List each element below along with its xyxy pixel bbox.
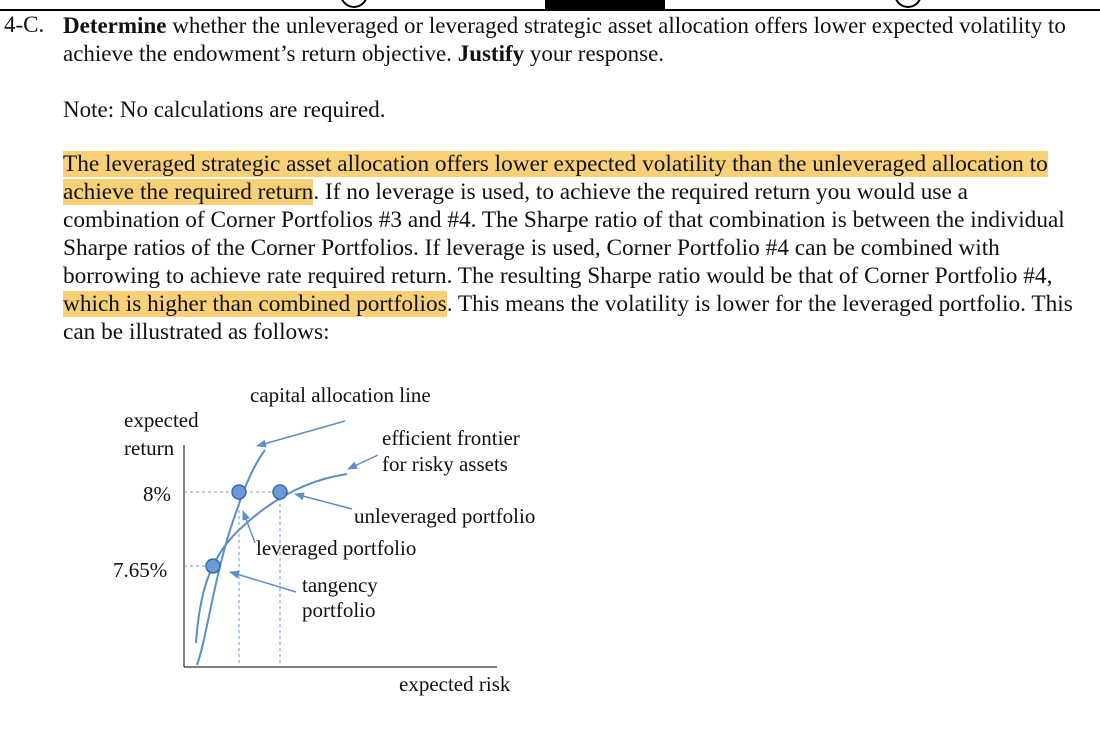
tangency-portfolio-point — [206, 559, 220, 573]
arrow-unleveraged — [295, 494, 352, 509]
x-axis-label: expected risk — [399, 672, 511, 696]
label-efficient-frontier-line1: efficient frontier — [382, 426, 520, 450]
label-leveraged-portfolio: leveraged portfolio — [256, 536, 417, 560]
risk-return-diagram — [0, 370, 620, 700]
label-efficient-frontier-line2: for risky assets — [382, 452, 508, 476]
question-body: whether the unleveraged or leveraged strategic asset allocation offers lower expected volatility to achieve the endowment’s return objective. — [63, 13, 1066, 66]
arrow-leveraged — [243, 511, 255, 543]
answer-paragraph — [63, 150, 1088, 346]
question-number: 4-C. — [4, 12, 45, 37]
top-letter-fragment-right — [894, 0, 922, 8]
question-tail: your response. — [524, 41, 665, 66]
y-axis-label-line2: return — [124, 436, 175, 460]
question-lead-word: Determine — [63, 13, 167, 38]
leveraged-portfolio-point — [232, 485, 246, 499]
question-justify-word: Justify — [457, 41, 525, 66]
arrow-frontier — [348, 455, 378, 469]
arrow-tangency — [230, 572, 296, 592]
arrow-cal — [257, 421, 345, 446]
question-text — [63, 12, 1083, 68]
label-tangency-line1: tangency — [302, 573, 378, 597]
answer-highlight-2: which is higher than combined portfolios — [63, 291, 447, 317]
capital-allocation-line — [197, 450, 265, 665]
label-capital-allocation-line: capital allocation line — [250, 383, 431, 407]
y-axis-label-line1: expected — [124, 408, 199, 432]
answer-text-2: . This means the volatility is lower for the leveraged portfolio. This can be illustrated as follows: — [63, 291, 1073, 345]
top-black-block — [545, 0, 665, 10]
tick-765pct: 7.65% — [113, 558, 168, 582]
top-letter-fragment-left — [340, 0, 368, 8]
label-unleveraged-portfolio: unleveraged portfolio — [354, 504, 536, 528]
label-tangency-line2: portfolio — [302, 598, 376, 622]
answer-highlight-1: The leveraged strategic asset allocation offers lower expected volatility than the unleveraged allocation to achieve the required return — [63, 151, 1048, 205]
tick-8pct: 8% — [143, 482, 171, 506]
note-text: Note: No calculations are required. — [63, 97, 386, 122]
answer-text-1: . If no leverage is used, to achieve the required return you would use a combination of Corner Portfolios #3 and #4. The Sharpe ratio of that combination is between the individual Sharpe ratios of the Corner Portfolios. If leverage is used, Corner Portfolio #4 can be combined with borrowing to achieve rate required return. The resulting Sharpe ratio would be that of Corner Portfolio #4, — [63, 179, 1065, 289]
unleveraged-portfolio-point — [273, 485, 287, 499]
